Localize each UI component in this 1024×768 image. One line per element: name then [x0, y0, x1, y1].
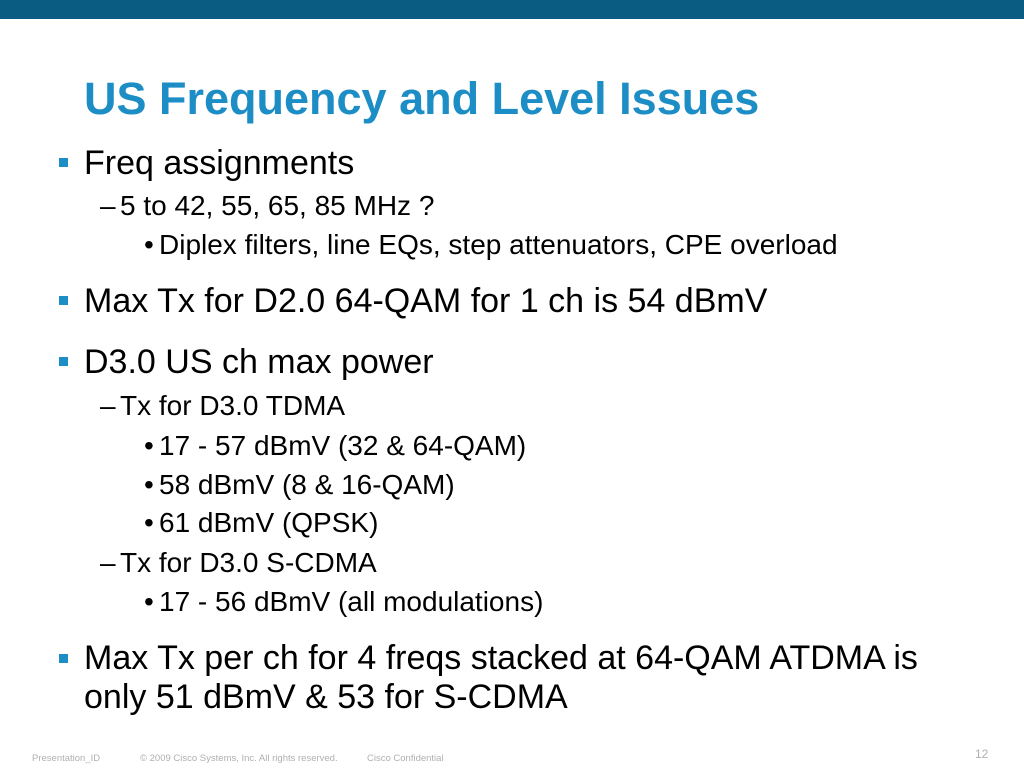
square-bullet-icon — [59, 296, 68, 305]
bullet-level-3: 58 dBmV (8 & 16-QAM) — [159, 469, 455, 500]
dot-bullet-icon: • — [144, 507, 154, 538]
footer-presentation-id: Presentation_ID — [32, 753, 101, 764]
bullet-level-1: Freq assignments — [84, 144, 355, 182]
dash-bullet-icon: – — [100, 390, 116, 421]
square-bullet-icon — [59, 654, 68, 663]
slide-title: US Frequency and Level Issues — [84, 73, 760, 124]
bullet-level-1: D3.0 US ch max power — [84, 343, 434, 381]
dash-bullet-icon: – — [100, 547, 116, 578]
square-bullet-icon — [59, 158, 68, 167]
dot-bullet-icon: • — [144, 586, 154, 617]
bullet-level-2: Tx for D3.0 S-CDMA — [120, 547, 377, 578]
top-banner-bar — [0, 0, 1024, 19]
dot-bullet-icon: • — [144, 469, 154, 500]
square-bullet-icon — [59, 357, 68, 366]
bullet-level-1: Max Tx per ch for 4 freqs stacked at 64-QAM ATDMA is only 51 dBmV & 53 for S-CDMA — [84, 639, 918, 716]
footer-copyright: © 2009 Cisco Systems, Inc. All rights reserved. — [140, 753, 338, 764]
dot-bullet-icon: • — [144, 229, 154, 260]
dash-bullet-icon: – — [100, 190, 116, 221]
footer-confidential: Cisco Confidential — [367, 753, 444, 764]
bullet-level-3: 17 - 56 dBmV (all modulations) — [159, 586, 544, 617]
bullet-level-2: 5 to 42, 55, 65, 85 MHz ? — [120, 190, 435, 221]
bullet-level-3: Diplex filters, line EQs, step attenuators, CPE overload — [159, 229, 838, 260]
bullet-level-2: Tx for D3.0 TDMA — [120, 390, 346, 421]
dot-bullet-icon: • — [144, 430, 154, 461]
page-number: 12 — [975, 747, 989, 761]
bullet-level-1: Max Tx for D2.0 64-QAM for 1 ch is 54 dBmV — [84, 282, 768, 320]
bullet-level-3: 17 - 57 dBmV (32 & 64-QAM) — [159, 430, 527, 461]
bullet-level-3: 61 dBmV (QPSK) — [159, 507, 379, 538]
